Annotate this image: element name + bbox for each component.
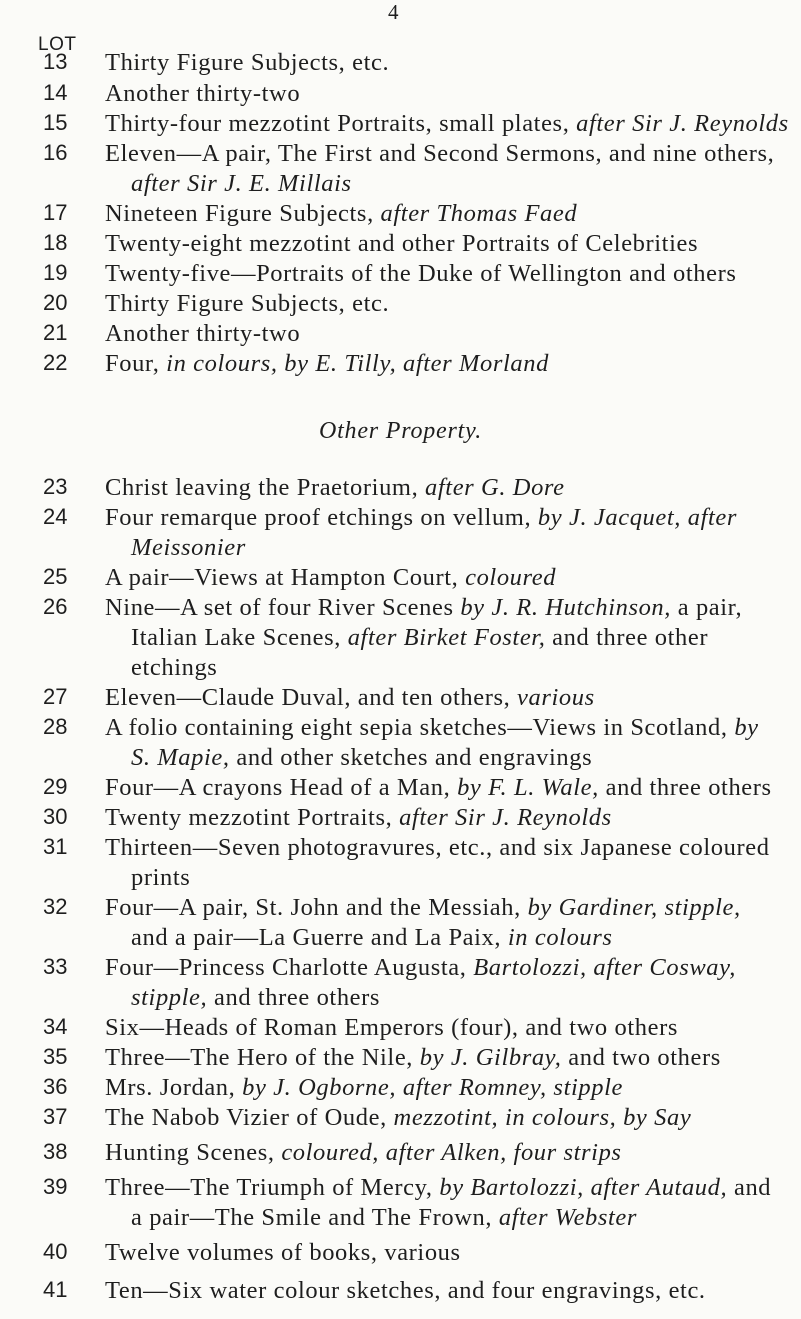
lot-description: Hunting Scenes, coloured, after Alken, four strips [105,1139,622,1166]
lot-description: Four—A pair, St. John and the Messiah, by Gardiner, stipple, and a pair—La Guerre and La Paix, in colours [105,894,741,951]
lot-number: 14 [43,80,68,105]
lot-number: 40 [43,1239,68,1264]
lot-number: 27 [43,684,68,709]
lot-number: 20 [43,290,68,315]
lot-number: 41 [43,1277,68,1302]
lot-number: 35 [43,1044,68,1069]
lot-description: Nineteen Figure Subjects, after Thomas Faed [105,200,578,227]
lot-description: Four—Princess Charlotte Augusta, Bartolozzi, after Cosway, stipple, and three others [105,954,736,1011]
lot-description: Eleven—Claude Duval, and ten others, various [105,684,595,711]
lot-description: A pair—Views at Hampton Court, coloured [105,564,557,591]
lot-description: Thirty Figure Subjects, etc. [105,290,390,317]
lot-number: 18 [43,230,68,255]
lot-number: 38 [43,1139,68,1164]
lot-description: Thirteen—Seven photogravures, etc., and six Japanese coloured prints [105,834,770,891]
lot-number: 31 [43,834,68,859]
lot-number: 34 [43,1014,68,1039]
lot-number: 33 [43,954,68,979]
lot-number: 26 [43,594,68,619]
lot-description: Another thirty-two [105,80,301,107]
lot-description: Four—A crayons Head of a Man, by F. L. Wale, and three others [105,774,772,801]
lot-description: Three—The Triumph of Mercy, by Bartolozzi, after Autaud, and a pair—The Smile and The Frown, after Webster [105,1174,772,1231]
lot-description: Twenty mezzotint Portraits, after Sir J. Reynolds [105,804,612,831]
lot-number: 24 [43,504,68,529]
lot-column-header: LOT [38,34,77,55]
lot-description: Twenty-five—Portraits of the Duke of Wellington and others [105,260,737,287]
lot-number: 22 [43,350,68,375]
lot-number: 29 [43,774,68,799]
lot-description: Twenty-eight mezzotint and other Portraits of Celebrities [105,230,699,257]
lot-number: 39 [43,1174,68,1199]
lot-description: Thirty-four mezzotint Portraits, small plates, after Sir J. Reynolds [105,110,789,137]
lot-description: Mrs. Jordan, by J. Ogborne, after Romney, stipple [105,1074,623,1101]
lot-number: 13 [43,49,68,74]
lot-number: 17 [43,200,68,225]
lot-description: Ten—Six water colour sketches, and four engravings, etc. [105,1277,706,1304]
lot-description: Christ leaving the Praetorium, after G. Dore [105,474,565,501]
lot-number: 30 [43,804,68,829]
lot-number: 16 [43,140,68,165]
lot-number: 37 [43,1104,68,1129]
lot-description: Three—The Hero of the Nile, by J. Gilbray, and two others [105,1044,721,1071]
lot-description: Four, in colours, by E. Tilly, after Morland [105,350,549,377]
lot-number: 23 [43,474,68,499]
lot-number: 25 [43,564,68,589]
lot-description: Eleven—A pair, The First and Second Sermons, and nine others, after Sir J. E. Millais [105,140,775,197]
lot-number: 19 [43,260,68,285]
lot-description: Six—Heads of Roman Emperors (four), and two others [105,1014,678,1041]
lot-description: A folio containing eight sepia sketches—Views in Scotland, by S. Mapie, and other sketches and engravings [105,714,759,771]
lot-description: Thirty Figure Subjects, etc. [105,49,390,76]
lot-description: Four remarque proof etchings on vellum, by J. Jacquet, after Meissonier [105,504,737,561]
page-number: 4 [388,0,399,24]
section-heading: Other Property. [318,418,483,444]
lot-description: Twelve volumes of books, various [105,1239,461,1266]
lot-number: 36 [43,1074,68,1099]
lot-description: The Nabob Vizier of Oude, mezzotint, in colours, by Say [105,1104,692,1131]
lot-number: 21 [43,320,68,345]
lot-description: Another thirty-two [105,320,301,347]
lot-number: 32 [43,894,68,919]
lot-number: 15 [43,110,68,135]
lot-description: Nine—A set of four River Scenes by J. R. Hutchinson, a pair, Italian Lake Scenes, after Birket Foster, and three other etchings [105,594,743,681]
lot-number: 28 [43,714,68,739]
